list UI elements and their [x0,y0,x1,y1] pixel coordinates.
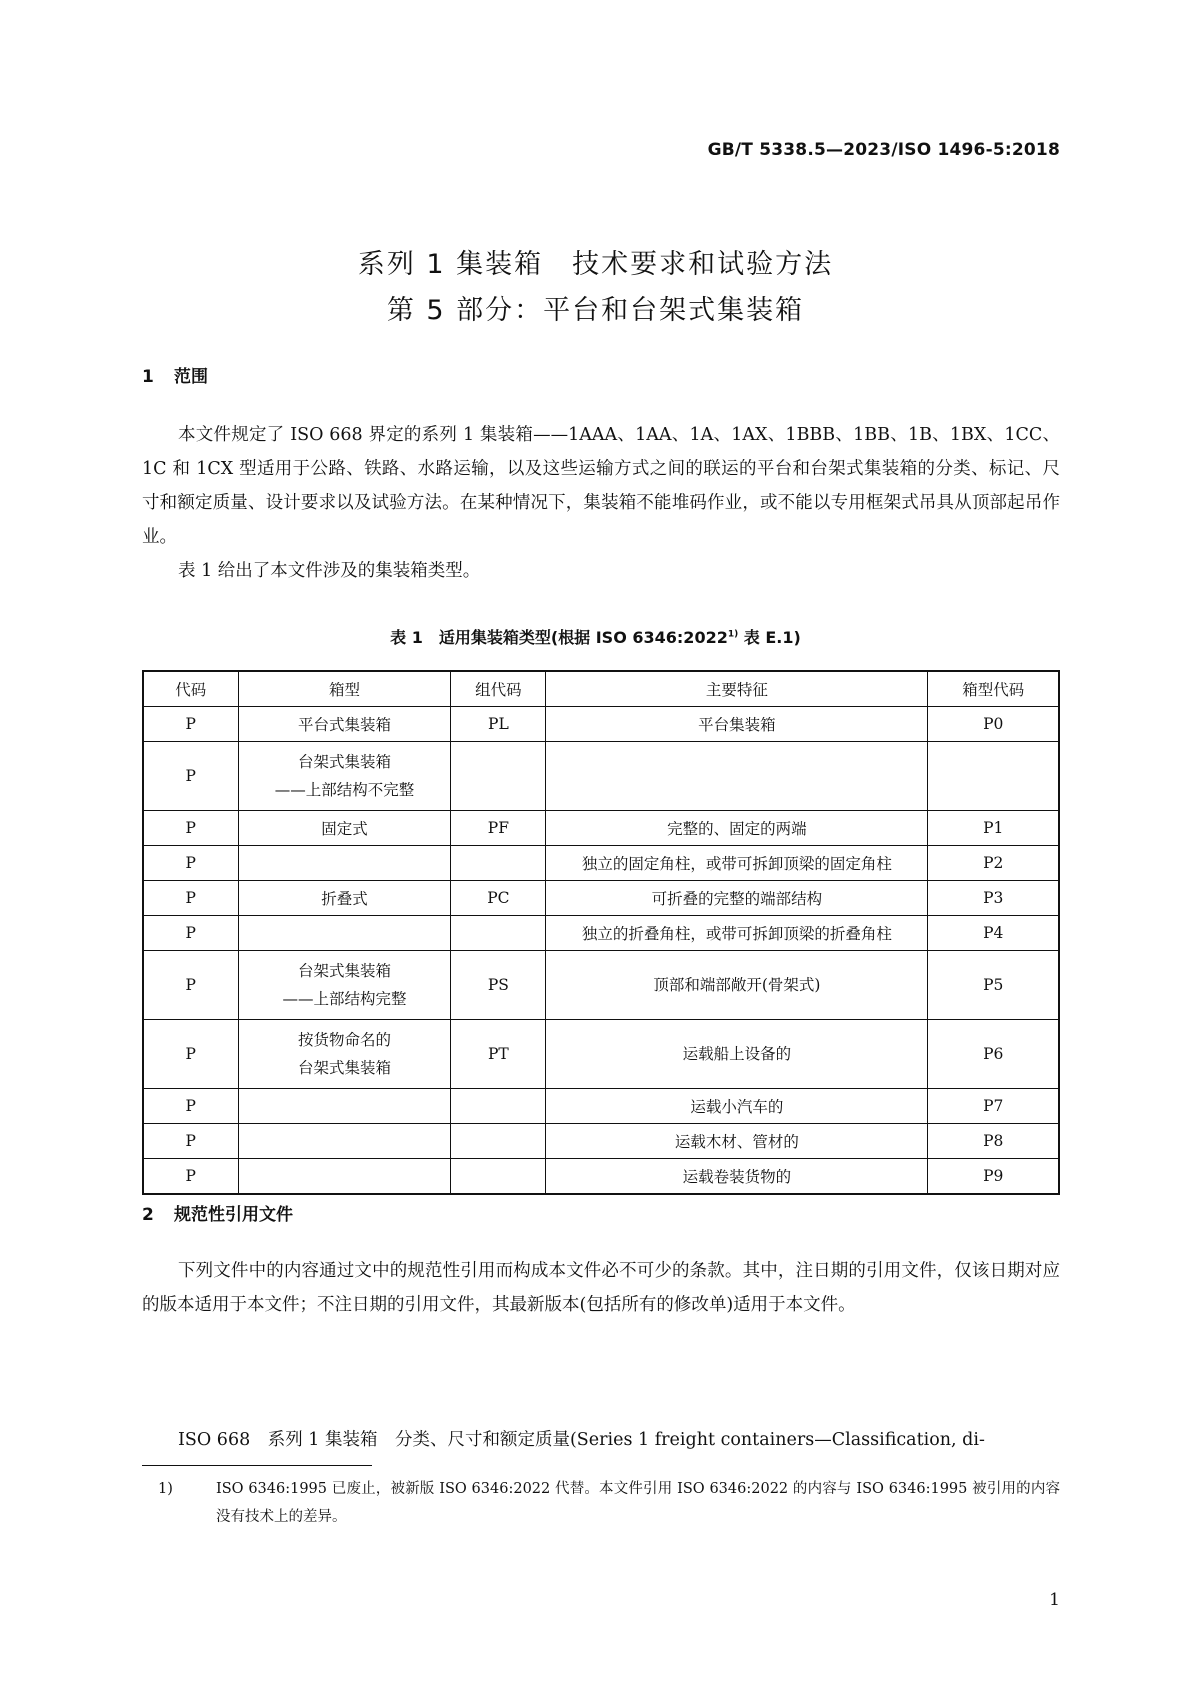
footnote-text: ISO 6346:1995 已废止，被新版 ISO 6346:2022 代替。本文件引用 ISO 6346:2022 的内容与 ISO 6346:1995 被引用的内容没有技术上的差异。 [216,1481,1060,1525]
section-1-body [142,418,1060,588]
cell-type [238,1124,451,1159]
footnote-divider [142,1465,372,1466]
cell-group: PS [451,951,546,1020]
header-main-features: 主要特征 [546,671,928,707]
cell-code: P [143,846,238,881]
cell-type-code: P0 [928,707,1059,742]
cell-type-line2: ——上部结构不完整 [274,781,415,799]
table-row [143,951,1059,1020]
cell-type [238,1159,451,1195]
cell-feature: 运载木材、管材的 [546,1124,928,1159]
table-intro-paragraph: 表 1 给出了本文件涉及的集装箱类型。 [178,561,481,581]
cell-feature: 运载船上设备的 [546,1020,928,1089]
table-row [143,1124,1059,1159]
table-row [143,881,1059,916]
cell-feature: 完整的、固定的两端 [546,811,928,846]
cell-type [238,1089,451,1124]
cell-code: P [143,1124,238,1159]
container-types-table [142,670,1060,1195]
footnote-ref: 1) [727,629,739,640]
cell-type-code [928,742,1059,811]
cell-group [451,1124,546,1159]
cell-group [451,846,546,881]
section-2-body [142,1254,1060,1322]
document-title [0,242,1191,334]
cell-code: P [143,742,238,811]
cell-feature: 可折叠的完整的端部结构 [546,881,928,916]
title-line-2: 第 5 部分：平台和台架式集装箱 [386,295,805,326]
cell-group [451,916,546,951]
table-header-row [143,671,1059,707]
cell-type [238,742,451,811]
cell-type-code: P2 [928,846,1059,881]
cell-type-line1: 折叠式 [321,890,368,908]
footnote [158,1475,1060,1531]
cell-feature: 平台集装箱 [546,707,928,742]
cell-code: P [143,916,238,951]
cell-type [238,916,451,951]
cell-type [238,707,451,742]
footnote-mark: 1) [158,1481,173,1497]
table-row [143,1159,1059,1195]
cell-code: P [143,1159,238,1195]
header-type: 箱型 [238,671,451,707]
cell-feature [546,742,928,811]
cell-type-line1: 平台式集装箱 [297,716,391,734]
cell-code: P [143,1089,238,1124]
cell-code: P [143,1020,238,1089]
cell-group [451,1159,546,1195]
cell-type [238,811,451,846]
header-group-code: 组代码 [451,671,546,707]
header-type-code: 箱型代码 [928,671,1059,707]
section-1-number: 1 [142,367,154,387]
cell-group [451,1089,546,1124]
section-1-heading [142,362,208,387]
table-1-caption-tail: 表 E.1) [738,628,801,647]
table-row [143,1020,1059,1089]
cell-feature: 独立的折叠角柱，或带可拆卸顶梁的折叠角柱 [546,916,928,951]
section-2-heading [142,1200,293,1225]
title-line-1: 系列 1 集装箱 技术要求和试验方法 [357,249,834,280]
cell-feature: 运载卷装货物的 [546,1159,928,1195]
cell-type-line2: ——上部结构完整 [282,990,407,1008]
cell-type-code: P1 [928,811,1059,846]
cell-type-line1: 台架式集装箱 [297,753,391,771]
table-row [143,916,1059,951]
cell-type-code: P8 [928,1124,1059,1159]
cell-type-line2: 台架式集装箱 [297,1059,391,1077]
section-1-title: 范围 [174,367,208,387]
cell-code: P [143,707,238,742]
table-1-caption-text: 表 1 适用集装箱类型(根据 ISO 6346:2022 [390,628,728,647]
standard-number: GB/T 5338.5—2023/ISO 1496-5:2018 [707,140,1060,160]
cell-group: PT [451,1020,546,1089]
cell-type-code: P6 [928,1020,1059,1089]
table-1-caption [0,625,1191,648]
cell-group [451,742,546,811]
normative-references-paragraph: 下列文件中的内容通过文中的规范性引用而构成本文件必不可少的条款。其中，注日期的引用文件，仅该日期对应的版本适用于本文件；不注日期的引用文件，其最新版本(包括所有的修改单)适用于本文件。 [142,1261,1060,1315]
table-row [143,846,1059,881]
cell-type [238,951,451,1020]
table-row [143,811,1059,846]
cell-type-line1: 台架式集装箱 [297,962,391,980]
cell-feature: 运载小汽车的 [546,1089,928,1124]
cell-code: P [143,811,238,846]
cell-type-code: P3 [928,881,1059,916]
cell-type-code: P5 [928,951,1059,1020]
table-row [143,742,1059,811]
cell-group: PF [451,811,546,846]
cell-type [238,1020,451,1089]
cell-feature: 独立的固定角柱，或带可拆卸顶梁的固定角柱 [546,846,928,881]
cell-group: PC [451,881,546,916]
reference-iso-668: ISO 668 系列 1 集装箱 分类、尺寸和额定质量(Series 1 freight containers—Classification, di- [178,1430,985,1450]
header-code: 代码 [143,671,238,707]
cell-type-code: P9 [928,1159,1059,1195]
cell-type-line1: 固定式 [321,820,368,838]
cell-feature: 顶部和端部敞开(骨架式) [546,951,928,1020]
cell-type-code: P7 [928,1089,1059,1124]
cell-group: PL [451,707,546,742]
cell-type [238,846,451,881]
cell-type [238,881,451,916]
scope-paragraph: 本文件规定了 ISO 668 界定的系列 1 集装箱——1AAA、1AA、1A、1AX、1BBB、1BB、1B、1BX、1CC、1C 和 1CX 型适用于公路、铁路、水路运输，以及这些运输方式之间的联运的平台和台架式集装箱的分类、标记、尺寸和额定质量、设计要求以及试验方法。在某种情况下，集装箱不能堆码作业，或不能以专用框架式吊具从顶部起吊作业。 [142,425,1060,547]
section-2-number: 2 [142,1205,154,1225]
table-row [143,707,1059,742]
page-number: 1 [1049,1590,1060,1610]
cell-code: P [143,951,238,1020]
cell-type-code: P4 [928,916,1059,951]
cell-code: P [143,881,238,916]
section-2-title: 规范性引用文件 [174,1205,293,1225]
table-row [143,1089,1059,1124]
cell-type-line1: 按货物命名的 [297,1031,391,1049]
